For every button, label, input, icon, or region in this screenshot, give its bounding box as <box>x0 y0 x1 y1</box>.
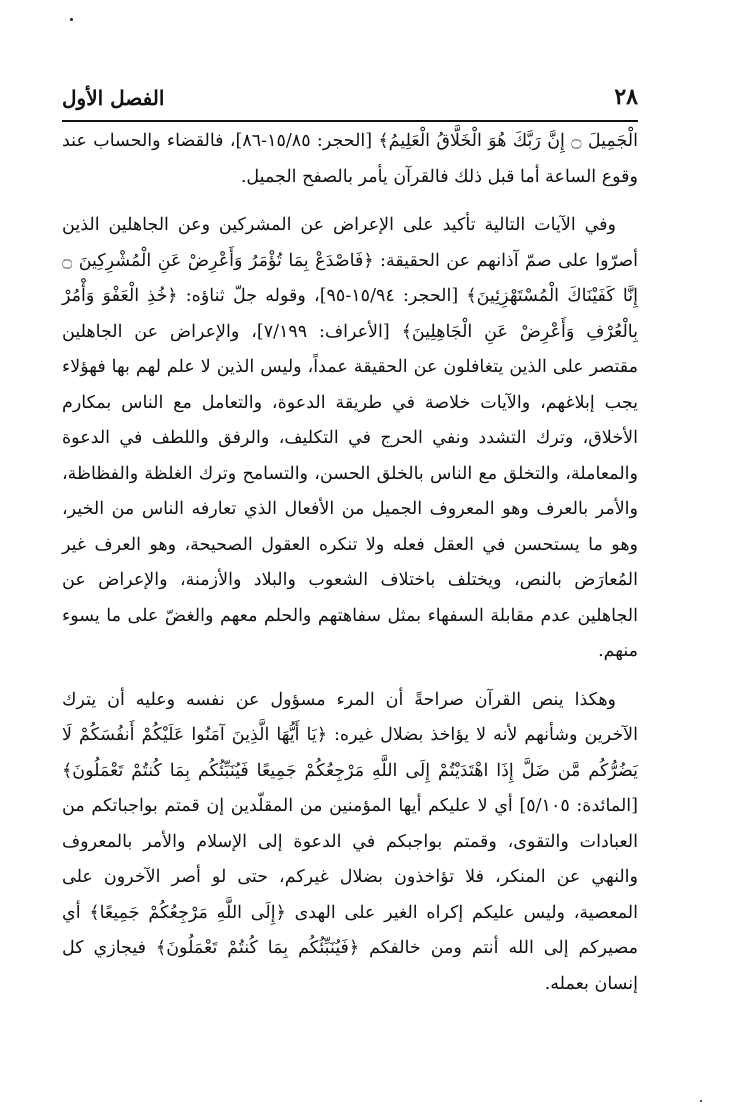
paragraph-continuation: الْجَمِيلَ ۝ إِنَّ رَبَّكَ هُوَ الْخَلَّاقُ الْعَلِيمُ﴾ [الحجر: ١٥/٨٥-٨٦]، فالقضاء والحساب عند وقوع الساعة أما قبل ذلك فالقرآن يأمر بالصفح الجميل. <box>62 131 638 187</box>
paragraph: وفي الآيات التالية تأكيد على الإعراض عن المشركين وعن الجاهلين الذين أصرّوا على صمّ آذانهم عن الحقيقة: ﴿فَاصْدَعْ بِمَا تُؤْمَرُ وَأَعْرِضْ عَنِ الْمُشْرِكِينَ ۝ إِنَّا كَفَيْنَاكَ الْمُسْتَهْزِئِينَ﴾ [الحجر: ١٥/٩٤-٩٥]، وقوله جلّ ثناؤه: ﴿خُذِ الْعَفْوَ وَأْمُرْ بِالْعُرْفِ وَأَعْرِضْ عَنِ الْجَاهِلِينَ﴾ [الأعراف: ٧/١٩٩]، والإعراض عن الجاهلين مقتصر على الذين يتغافلون عن الحقيقة عمداً، وليس الذين لا علم لهم بها فهؤلاء يجب إبلاغهم، والآيات خلاصة في طريقة الدعوة، والتعامل مع الناس بمكارم الأخلاق، وترك التشدد ونفي الحرج في التكليف، والرفق واللطف في الدعوة والمعاملة، والتخلق مع الناس بالخلق الحسن، والتسامح وترك الغلظة والفظاظة، والأمر بالعرف وهو المعروف الجميل من الأفعال الذي تعارفه الناس من الخير، وهو ما يستحسن في العقل فعله ولا تنكره العقول الصحيحة، وهو العرف غير المُعارَض بالنص، ويختلف باختلاف الشعوب والبلاد والأزمنة، والإعراض عن الجاهلين عدم مقابلة السفهاء بمثل سفاهتهم والحلم معهم والغضّ على ما يسوء منهم. <box>62 215 639 661</box>
page-body <box>62 124 638 1002</box>
page-header <box>62 80 638 122</box>
chapter-title: الفصل الأول <box>62 86 165 110</box>
scan-speck <box>700 1100 702 1102</box>
paragraph: وهكذا ينص القرآن صراحةً أن المرء مسؤول عن نفسه وعليه أن يترك الآخرين وشأنهم لأنه لا يؤاخذ بضلال غيره: ﴿يَا أَيُّهَا الَّذِينَ آمَنُوا عَلَيْكُمْ أَنفُسَكُمْ لَا يَضُرُّكُم مَّن ضَلَّ إِذَا اهْتَدَيْتُمْ إِلَى اللَّهِ مَرْجِعُكُمْ جَمِيعًا فَيُنَبِّئُكُم بِمَا كُنتُمْ تَعْمَلُونَ﴾ [المائدة: ٥/١٠٥] أي لا عليكم أيها المؤمنين من المقلّدين إن قمتم بواجباتكم من العبادات والتقوى، وقمتم بواجبكم في الدعوة إلى الإسلام والأمر بالمعروف والنهي عن المنكر، فلا تؤاخذون بضلال غيركم، حتى لو أصر الآخرون على المعصية، وليس عليكم إكراه الغير على الهدى ﴿إِلَى اللَّهِ مَرْجِعُكُمْ جَمِيعًا﴾ أي مصيركم إلى الله أنتم ومن خالفكم ﴿فَيُنَبِّئُكُم بِمَا كُنتُمْ تَعْمَلُونَ﴾ فيجازي كل إنسان بعمله. <box>62 689 638 994</box>
page-number: ٢٨ <box>614 84 638 110</box>
scan-speck <box>70 18 73 21</box>
